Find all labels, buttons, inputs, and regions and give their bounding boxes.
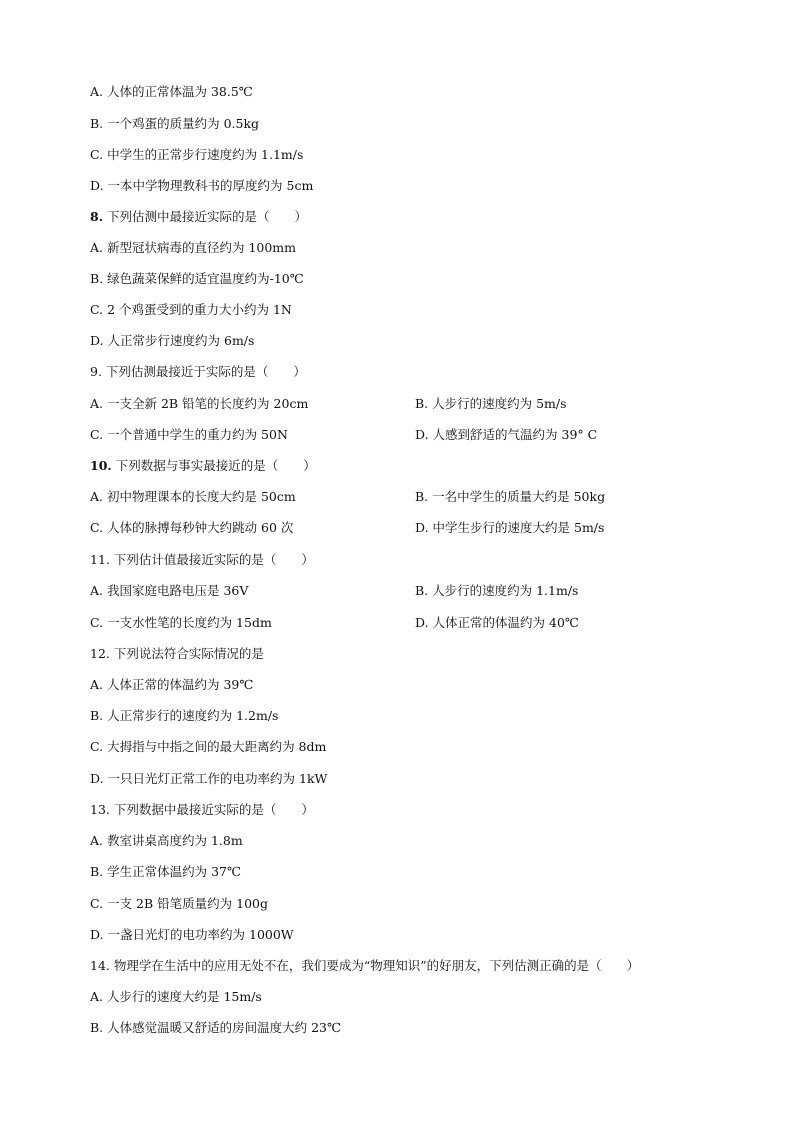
q12-stem: 12. 下列说法符合实际情况的是 bbox=[90, 646, 264, 661]
q11-option-d: D. 人体正常的体温约为 40℃ bbox=[415, 615, 579, 630]
q13-option-a: A. 教室讲桌高度约为 1.8m bbox=[90, 833, 243, 848]
q14-option-a: A. 人步行的速度大约是 15m/s bbox=[90, 989, 262, 1004]
q8-number: 8. bbox=[90, 209, 104, 224]
q8-stem bbox=[90, 209, 307, 225]
q7-option-b: B. 一个鸡蛋的质量约为 0.5kg bbox=[90, 116, 260, 131]
q13-option-b: B. 学生正常体温约为 37℃ bbox=[90, 864, 241, 879]
q12-option-d: D. 一只日光灯正常工作的电功率约为 1kW bbox=[90, 771, 328, 786]
q12-option-a: A. 人体正常的体温约为 39℃ bbox=[90, 677, 254, 692]
q10-option-a: A. 初中物理课本的长度大约是 50cm bbox=[90, 489, 296, 504]
q10-option-c: C. 人体的脉搏每秒钟大约跳动 60 次 bbox=[90, 520, 294, 535]
q11-option-c: C. 一支水性笔的长度约为 15dm bbox=[90, 615, 272, 630]
q11-option-a: A. 我国家庭电路电压是 36V bbox=[90, 583, 249, 598]
q9-option-d: D. 人感到舒适的气温约为 39° C bbox=[415, 427, 598, 442]
q12-option-c: C. 大拇指与中指之间的最大距离约为 8dm bbox=[90, 739, 327, 754]
q10-option-b: B. 一名中学生的质量大约是 50kg bbox=[415, 489, 606, 504]
q8-option-a: A. 新型冠状病毒的直径约为 100mm bbox=[90, 240, 297, 255]
q14-option-b: B. 人体感觉温暖又舒适的房间温度大约 23℃ bbox=[90, 1020, 341, 1035]
q9-stem: 9. 下列估测最接近于实际的是（ ） bbox=[90, 364, 306, 379]
q7-option-d: D. 一本中学物理教科书的厚度约为 5cm bbox=[90, 178, 314, 193]
q10-stem-text: 下列数据与事实最接近的是（ ） bbox=[111, 458, 316, 473]
q7-option-a: A. 人体的正常体温为 38.5℃ bbox=[90, 84, 253, 99]
q10-option-d: D. 中学生步行的速度大约是 5m/s bbox=[415, 520, 605, 535]
q13-stem: 13. 下列数据中最接近实际的是（ ） bbox=[90, 802, 314, 817]
q13-option-c: C. 一支 2B 铅笔质量约为 100g bbox=[90, 896, 268, 911]
q10-number: 10. bbox=[90, 458, 112, 473]
q8-option-b: B. 绿色蔬菜保鲜的适宜温度约为-10℃ bbox=[90, 271, 304, 286]
q13-option-d: D. 一盏日光灯的电功率约为 1000W bbox=[90, 927, 294, 942]
q9-option-c: C. 一个普通中学生的重力约为 50N bbox=[90, 427, 288, 442]
q8-option-d: D. 人正常步行速度约为 6m/s bbox=[90, 333, 255, 348]
q7-option-c: C. 中学生的正常步行速度约为 1.1m/s bbox=[90, 147, 304, 162]
q8-stem-text: 下列估测中最接近实际的是（ ） bbox=[103, 209, 308, 224]
q12-option-b: B. 人正常步行的速度约为 1.2m/s bbox=[90, 708, 279, 723]
q11-option-b: B. 人步行的速度约为 1.1m/s bbox=[415, 583, 579, 598]
q14-stem: 14. 物理学在生活中的应用无处不在，我们要成为“物理知识”的好朋友，下列估测正确的是（ ） bbox=[90, 958, 640, 973]
q9-option-b: B. 人步行的速度约为 5m/s bbox=[415, 396, 567, 411]
q11-stem: 11. 下列估计值最接近实际的是（ ） bbox=[90, 552, 314, 567]
q9-option-a: A. 一支全新 2B 铅笔的长度约为 20cm bbox=[90, 396, 309, 411]
q8-option-c: C. 2 个鸡蛋受到的重力大小约为 1N bbox=[90, 302, 292, 317]
q10-stem bbox=[90, 458, 316, 474]
